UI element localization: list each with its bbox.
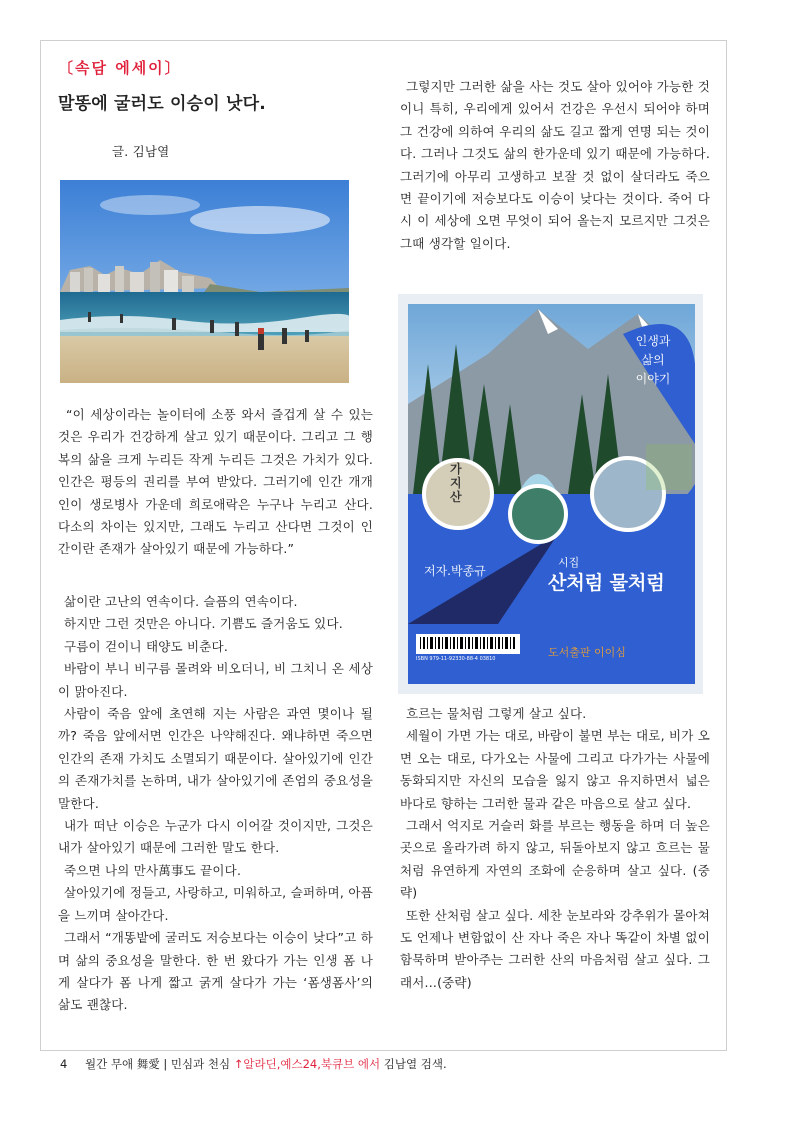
paragraph: 하지만 그런 것만은 아니다. 기쁨도 즐거움도 있다. <box>64 616 343 632</box>
paragraph: 그렇지만 그러한 삶을 사는 것도 살아 있어야 가능한 것이니 특히, 우리에게 있어서 건강은 우선시 되어야 하며 그 건강에 의하여 우리의 삶도 길고 짧게 연명 되는 것이다. 그러나 그것도 삶의 한가운데 있기 때문에 가능하다. 그러기에 아무리 고생하고 보잘 것 없이 살더라도 죽으면 끝이기에 저승보다도 이승이 낮다는 것이다. 죽어 다시 이 세상에 오면 무엇이 되어 올는지 모르지만 그것은 그때 생각할 일이다. <box>400 79 710 251</box>
section-label: 〔속담 에세이〕 <box>58 59 182 77</box>
quote-text: “이 세상이라는 놀이터에 소풍 와서 즐겁게 살 수 있는 것은 우리가 건강하게 살고 있기 때문이다. 그리고 그 행복의 삶을 크게 누리든 작게 누리든 그것은 가치가 있다. 인간은 평등의 권리를 부여 받았다. 그러기에 인간 개개인이 생로병사 가운데 희로애락은 누구나 누리고 산다. 다소의 차이는 있지만, 그래도 누리고 산다면 그것이 인간이란 존재가 살아있기 때문에 가능하다.” <box>58 407 373 557</box>
book-stone-text: 가지산 <box>450 462 462 504</box>
article-title: 말똥에 굴러도 이승이 낫다. <box>58 94 266 114</box>
book-corner-text <box>618 332 688 389</box>
paragraph: 또한 산처럼 살고 싶다. 세찬 눈보라와 강추위가 몰아쳐도 언제나 변함없이 산 자나 죽은 자나 똑같이 차별 없이 함묵하며 받아주는 그러한 산의 마음처럼 살고 싶다. 그래서...(중략) <box>400 907 710 990</box>
book-corner-line: 인생과 <box>635 334 671 348</box>
book-barcode-text: ISBN 979-11-92330-88-4 03810 <box>416 656 496 662</box>
opening-quote <box>58 404 373 561</box>
beach-photo-illustration <box>60 180 349 383</box>
book-corner-line: 이야기 <box>635 372 671 386</box>
paragraph: 그래서 “개똥밭에 굴러도 저승보다는 이승이 낮다”고 하며 삶의 중요성을 말한다. 한 번 왔다가 가는 인생 폼 나게 살다가 폼 나게 짧고 굵게 살다가 가는 ‘폼생폼사’의 삶도 괜찮다. <box>58 930 373 1013</box>
page-number: 4 <box>60 1057 68 1071</box>
search-hint: 김남열 검색. <box>383 1057 447 1071</box>
paragraph: 사람이 죽음 앞에 초연해 지는 사람은 과연 몇이나 될까? 죽음 앞에서면 인간은 나약해진다. 왜냐하면 죽으면 인간의 존재 가치도 소멸되기 때문이다. 살아있기에 인간의 존재가치를 논하며, 내가 살아있기에 존엄의 중요성을 말한다. <box>58 706 373 811</box>
book-publisher: 도서출판 이이심 <box>548 646 626 659</box>
beach-photo <box>60 180 349 383</box>
book-kind: 시집 <box>558 556 580 569</box>
page-footer <box>60 1056 447 1072</box>
paragraph: 살아있기에 정들고, 사랑하고, 미워하고, 슬퍼하며, 아픔을 느끼며 살아간다. <box>58 885 373 923</box>
paragraph: 세월이 가면 가는 대로, 바람이 불면 부는 대로, 비가 오면 오는 대로, 다가오는 사물에 그리고 다가가는 사물에 동화되지만 자신의 모습을 잃지 않고 유지하면서 넓은 바다로 향하는 그러한 물과 같은 마음으로 살고 싶다. <box>400 728 710 811</box>
book-author: 저자.박종규 <box>424 564 486 578</box>
right-intro <box>400 76 710 255</box>
author-byline: 글. 김남열 <box>112 144 170 159</box>
left-body <box>58 591 373 1017</box>
publication-name: 월간 무애 舞愛 | 민심과 천심 <box>84 1057 231 1071</box>
right-body <box>400 703 710 994</box>
paragraph: 내가 떠난 이승은 누군가 다시 이어갈 것이지만, 그것은 내가 살아있기 때문에 그러한 말도 한다. <box>58 818 373 856</box>
paragraph: 죽으면 나의 만사萬事도 끝이다. <box>64 862 242 878</box>
article-header <box>58 55 373 163</box>
book-corner-line: 삶의 <box>641 353 665 367</box>
paragraph: 삶이란 고난의 연속이다. 슬픔의 연속이다. <box>64 594 298 609</box>
paragraph: 흐르는 물처럼 그렇게 살고 싶다. <box>406 706 587 721</box>
promo-text: ↑알라딘,예스24,북큐브 에서 <box>233 1057 381 1071</box>
book-cover <box>398 294 703 694</box>
paragraph: 구름이 걷이니 태양도 비춘다. <box>64 638 228 654</box>
paragraph: 바람이 부니 비구름 몰려와 비오더니, 비 그치니 온 세상이 맑아진다. <box>58 661 373 699</box>
paragraph: 그래서 억지로 거슬러 화를 부르는 행동을 하며 더 높은 곳으로 올라가려 하지 않고, 뒤돌아보지 않고 흐르는 물처럼 유연하게 자연의 조화에 순응하며 살고 싶다. (중략) <box>400 818 710 901</box>
book-title: 산처럼 물처럼 <box>548 572 665 594</box>
